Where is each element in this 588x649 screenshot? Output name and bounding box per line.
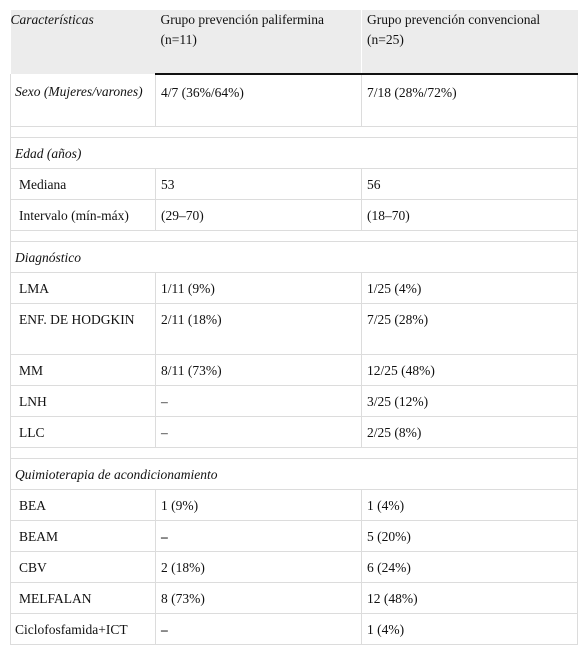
section-title-diagnostico: Diagnóstico	[11, 241, 578, 272]
cell-palifermina: 1/11 (9%)	[156, 272, 362, 303]
cell-conventional: 7/25 (28%)	[362, 303, 578, 354]
cell-conventional: 1 (4%)	[362, 613, 578, 644]
characteristics-table	[10, 10, 578, 645]
row-label: Mediana	[11, 168, 156, 199]
table-row	[11, 199, 578, 230]
cell-conventional: 2/25 (8%)	[362, 416, 578, 447]
cell-conventional: 1/25 (4%)	[362, 272, 578, 303]
cell-palifermina: 8 (73%)	[156, 582, 362, 613]
spacer	[11, 126, 578, 137]
table-row	[11, 385, 578, 416]
cell-palifermina: 53	[156, 168, 362, 199]
header-characteristics: Características	[11, 10, 156, 74]
cell-palifermina: (29–70)	[156, 199, 362, 230]
table-row	[11, 613, 578, 644]
section-title-quimioterapia: Quimioterapia de acondicionamiento	[11, 458, 578, 489]
cell-palifermina: 2 (18%)	[156, 551, 362, 582]
section-title-edad: Edad (años)	[11, 137, 578, 168]
row-label: MM	[11, 354, 156, 385]
table-row	[11, 303, 578, 354]
row-label-sexo: Sexo (Mujeres/varones)	[11, 74, 156, 126]
table-row	[11, 489, 578, 520]
row-label: BEAM	[11, 520, 156, 551]
cell-palifermina: 8/11 (73%)	[156, 354, 362, 385]
cell-conventional: (18–70)	[362, 199, 578, 230]
spacer	[11, 447, 578, 458]
cell-conventional: 5 (20%)	[362, 520, 578, 551]
table-row	[11, 354, 578, 385]
table-row	[11, 272, 578, 303]
header-palifermina-group: Grupo prevención palifermina (n=11)	[156, 10, 362, 74]
cell-palifermina: 2/11 (18%)	[156, 303, 362, 354]
row-label: Intervalo (mín-máx)	[11, 199, 156, 230]
table-row	[11, 520, 578, 551]
row-label: ENF. DE HODGKIN	[11, 303, 156, 354]
cell-palifermina: –	[156, 416, 362, 447]
cell-conventional: 6 (24%)	[362, 551, 578, 582]
section-row	[11, 241, 578, 272]
table-row	[11, 74, 578, 126]
cell-sexo-palifermina: 4/7 (36%/64%)	[156, 74, 362, 126]
spacer	[11, 230, 578, 241]
cell-palifermina: –	[156, 385, 362, 416]
row-label: MELFALAN	[11, 582, 156, 613]
row-label: LLC	[11, 416, 156, 447]
table-row	[11, 551, 578, 582]
table-row	[11, 582, 578, 613]
header-row	[11, 10, 578, 74]
section-row	[11, 137, 578, 168]
table-row	[11, 416, 578, 447]
cell-palifermina: –	[156, 613, 362, 644]
section-row	[11, 458, 578, 489]
cell-sexo-conventional: 7/18 (28%/72%)	[362, 74, 578, 126]
row-label: BEA	[11, 489, 156, 520]
row-label: LMA	[11, 272, 156, 303]
row-label: LNH	[11, 385, 156, 416]
cell-conventional: 56	[362, 168, 578, 199]
cell-palifermina: 1 (9%)	[156, 489, 362, 520]
header-conventional-group: Grupo prevención convencional (n=25)	[362, 10, 578, 74]
row-label: Ciclofosfamida+ICT	[11, 613, 156, 644]
row-label: CBV	[11, 551, 156, 582]
cell-conventional: 3/25 (12%)	[362, 385, 578, 416]
cell-conventional: 12 (48%)	[362, 582, 578, 613]
cell-palifermina: –	[156, 520, 362, 551]
cell-conventional: 12/25 (48%)	[362, 354, 578, 385]
table-row	[11, 168, 578, 199]
cell-conventional: 1 (4%)	[362, 489, 578, 520]
